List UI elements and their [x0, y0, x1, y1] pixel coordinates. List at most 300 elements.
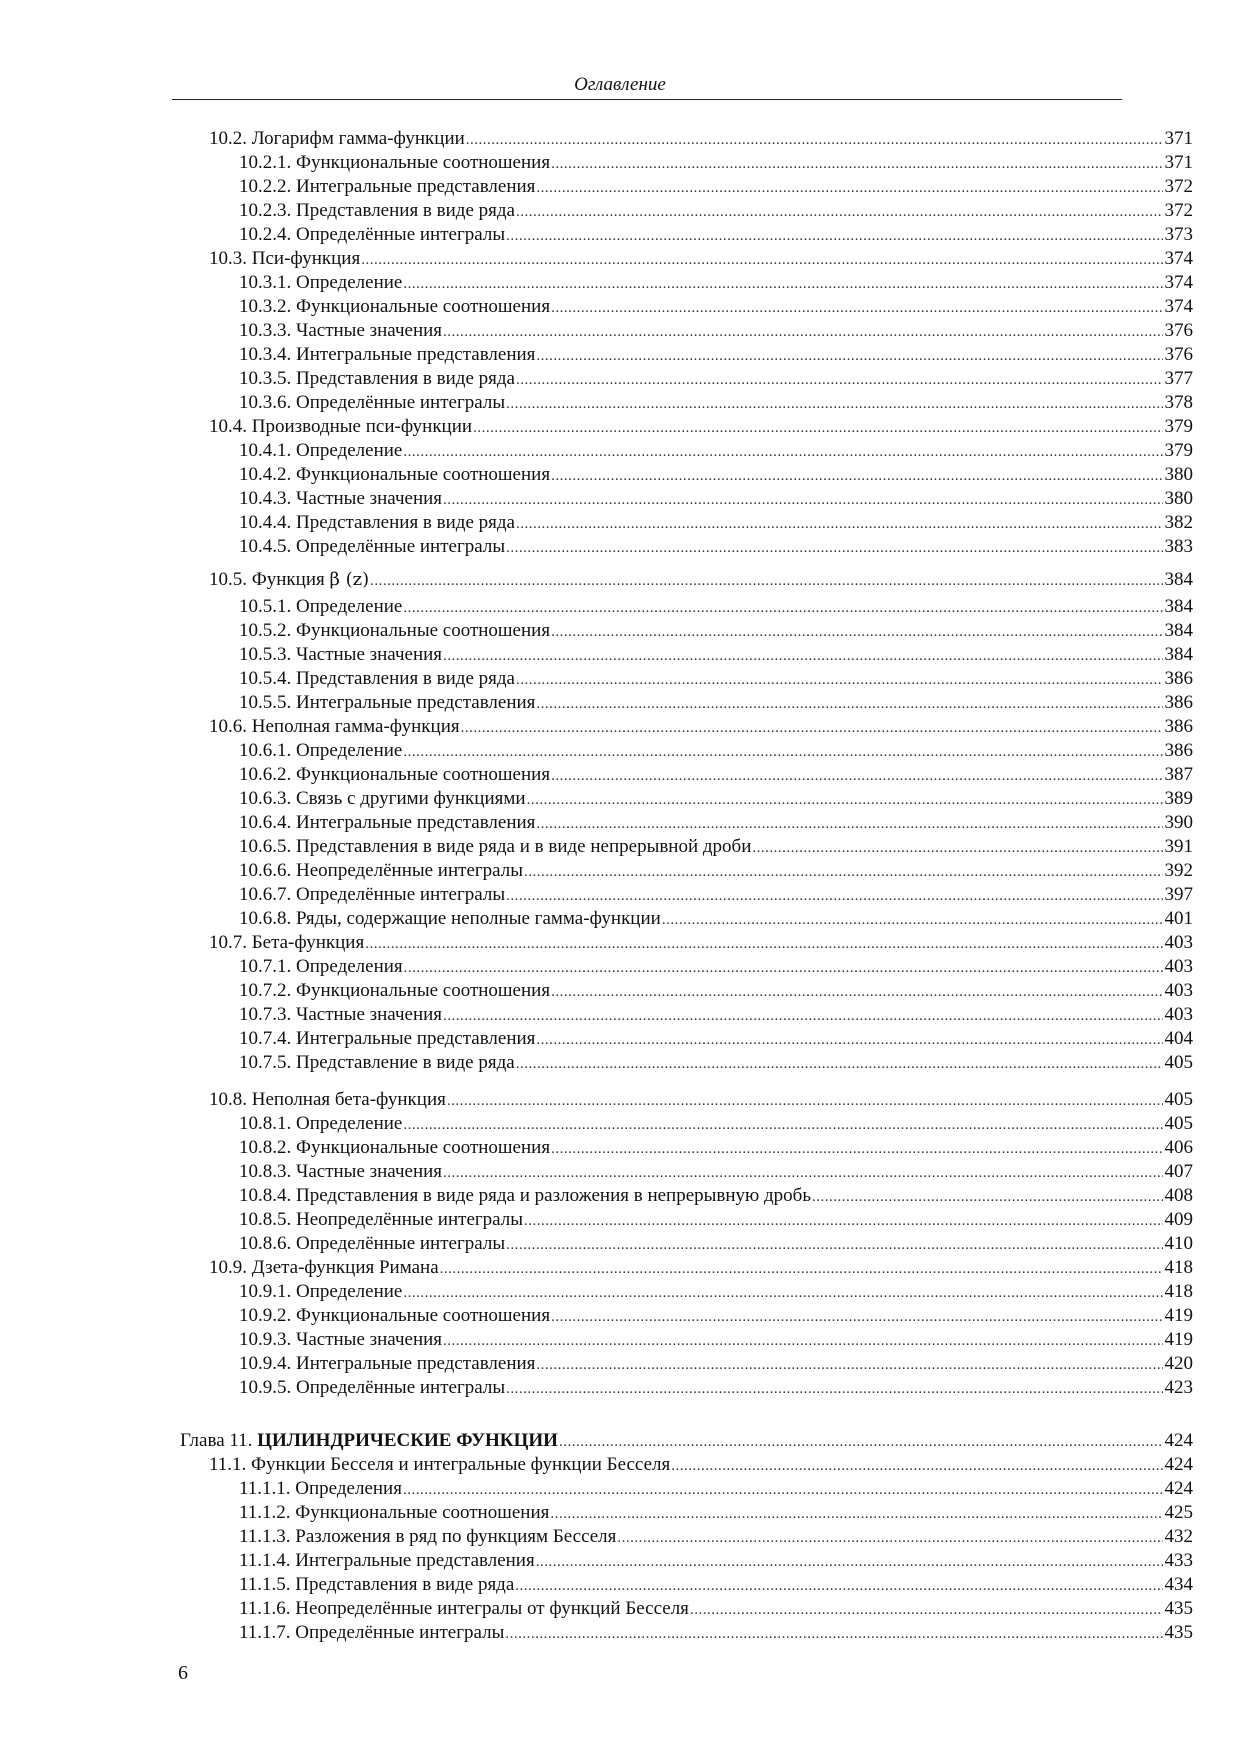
- toc-entry-title: [239, 295, 550, 319]
- dot-leader: [365, 932, 1162, 956]
- toc-page-number: 372: [1164, 176, 1193, 197]
- toc-page-number: 406: [1164, 1137, 1193, 1158]
- toc-entry-title: [239, 811, 535, 835]
- dot-leader: [516, 368, 1163, 392]
- dot-leader: [752, 836, 1162, 860]
- toc-page-number: 424: [1164, 1478, 1193, 1499]
- dot-leader: [662, 908, 1163, 932]
- toc-page-number: 424: [1164, 1454, 1193, 1475]
- toc-entry-text: 10.5.5. Интегральные представления: [239, 692, 536, 713]
- dot-leader: [404, 956, 1163, 980]
- toc-entry[interactable]: [239, 643, 1193, 667]
- toc-entry-text: 10.8.6. Определённые интегралы: [239, 1233, 506, 1254]
- toc-entry-text: 10.6.6. Неопределённые интегралы: [239, 860, 524, 881]
- running-header-title: Оглавление: [574, 74, 666, 95]
- toc-entry-title: [239, 391, 505, 415]
- toc-page-number: 376: [1164, 344, 1193, 365]
- toc-entry[interactable]: [209, 1088, 1193, 1112]
- dot-leader: [443, 1004, 1162, 1028]
- toc-entry-text: 10.6.3. Связь с другими функциями: [239, 788, 526, 809]
- toc-entry-title: [209, 127, 465, 151]
- toc-entry-text: 11.1.7. Определённые интегралы: [239, 1622, 505, 1643]
- toc-page-number: 432: [1164, 1526, 1193, 1547]
- toc-page-number: 386: [1164, 740, 1193, 761]
- toc-entry-text: 10.3.5. Представления в виде ряда: [239, 368, 515, 389]
- toc-page-number: 410: [1164, 1233, 1193, 1254]
- toc-entry-title: [239, 619, 550, 643]
- dot-leader: [516, 200, 1163, 224]
- toc-entry-text: 10.5.3. Частные значения: [239, 644, 443, 665]
- toc-entry[interactable]: [239, 1525, 1193, 1549]
- toc-entry-text: 10.6.7. Определённые интегралы: [239, 884, 506, 905]
- toc-entry[interactable]: [239, 1027, 1193, 1051]
- toc-entry-text: 10.5.2. Функциональные соотношения: [239, 620, 551, 641]
- toc-entry[interactable]: [239, 667, 1193, 691]
- toc-page-number: 373: [1164, 224, 1193, 245]
- toc-page-number: 374: [1164, 248, 1193, 269]
- dot-leader: [370, 566, 1162, 596]
- toc-entry-title: [239, 223, 505, 247]
- toc-page-number: 374: [1164, 296, 1193, 317]
- toc-entry[interactable]: [239, 619, 1193, 643]
- toc-entry-text: 10.8.2. Функциональные соотношения: [239, 1137, 551, 1158]
- toc-page-number: 384: [1164, 644, 1193, 665]
- dot-leader: [361, 248, 1162, 272]
- toc-entry-text: 10.7.4. Интегральные представления: [239, 1028, 536, 1049]
- dot-leader: [516, 1052, 1163, 1076]
- dot-leader: [536, 176, 1162, 200]
- toc-entry-title: [239, 667, 515, 691]
- toc-entry[interactable]: [239, 955, 1193, 979]
- toc-entry-text: 10.8.3. Частные значения: [239, 1161, 443, 1182]
- toc-entry[interactable]: [239, 295, 1193, 319]
- toc-entry[interactable]: [239, 199, 1193, 223]
- dot-leader: [461, 716, 1163, 740]
- dot-leader: [551, 1305, 1162, 1329]
- toc-entry[interactable]: [239, 1232, 1193, 1256]
- toc-entry-text: 10.6.5. Представления в виде ряда и в виде непрерывной дроби: [239, 836, 752, 857]
- math-expression: β (z): [329, 569, 370, 590]
- toc-entry[interactable]: [239, 175, 1193, 199]
- toc-entry-title: [239, 367, 515, 391]
- toc-entry[interactable]: [239, 979, 1193, 1003]
- dot-leader: [551, 464, 1162, 488]
- toc-page-number: 382: [1164, 512, 1193, 533]
- toc-entry-title: [239, 1160, 442, 1184]
- toc-entry-title: [239, 1003, 442, 1027]
- dot-leader: [506, 1233, 1162, 1257]
- toc-entry-title: [239, 1184, 811, 1208]
- toc-entry-text: 10.7.1. Определения: [239, 956, 403, 977]
- toc-entry-title: [239, 1477, 402, 1501]
- toc-entry[interactable]: [239, 463, 1193, 487]
- toc-entry-text: 10.3.2. Функциональные соотношения: [239, 296, 551, 317]
- toc-page-number: 403: [1164, 932, 1193, 953]
- toc-page-number: 424: [1164, 1430, 1193, 1451]
- toc-page-number: 389: [1164, 788, 1193, 809]
- dot-leader: [527, 788, 1163, 812]
- toc-entry-text: 10.3.4. Интегральные представления: [239, 344, 536, 365]
- toc-page-number: 386: [1164, 668, 1193, 689]
- dot-leader: [443, 1161, 1162, 1185]
- toc-entry[interactable]: [239, 883, 1193, 907]
- toc-entry-title: [239, 511, 515, 535]
- toc-page-number: 387: [1164, 764, 1193, 785]
- toc-page-number: 372: [1164, 200, 1193, 221]
- toc-page-number: 401: [1164, 908, 1193, 929]
- toc-entry[interactable]: [239, 1003, 1193, 1027]
- toc-entry[interactable]: [239, 1051, 1193, 1075]
- toc-entry-title: [239, 739, 402, 763]
- toc-entry-text: 11.1.2. Функциональные соотношения: [239, 1502, 550, 1523]
- toc-entry[interactable]: [180, 1429, 1193, 1453]
- dot-leader: [443, 320, 1162, 344]
- toc-entry[interactable]: [209, 247, 1193, 271]
- toc-entry-text: 11.1. Функции Бесселя и интегральные функции Бесселя: [209, 1454, 671, 1475]
- dot-leader: [812, 1185, 1162, 1209]
- toc-entry-title: [239, 1328, 442, 1352]
- toc-entry[interactable]: [239, 835, 1193, 859]
- toc-entry[interactable]: [239, 535, 1193, 559]
- toc-entry-text: 10.4.4. Представления в виде ряда: [239, 512, 515, 533]
- toc-entry-title: [209, 1453, 670, 1477]
- toc-entry[interactable]: [209, 1453, 1193, 1477]
- toc-entry-title: [239, 1112, 402, 1136]
- dot-leader: [690, 1598, 1163, 1622]
- toc-entry[interactable]: [239, 1328, 1193, 1352]
- toc-entry-title: [239, 1573, 514, 1597]
- toc-entry-text: 11.1.6. Неопределённые интегралы от функций Бесселя: [239, 1598, 689, 1619]
- toc-entry[interactable]: [239, 1136, 1193, 1160]
- dot-leader: [506, 1377, 1162, 1401]
- toc-entry-title: [180, 1429, 558, 1453]
- toc-entry[interactable]: [239, 763, 1193, 787]
- toc-entry-text: 10.3.1. Определение: [239, 272, 403, 293]
- dot-leader: [443, 488, 1162, 512]
- dot-leader: [536, 1028, 1162, 1052]
- dot-leader: [466, 128, 1163, 152]
- toc-page-number: 408: [1164, 1185, 1193, 1206]
- toc-page-number: 386: [1164, 692, 1193, 713]
- toc-entry-title: [239, 199, 515, 223]
- toc-entry-text: 10.2. Логарифм гамма-функции: [209, 128, 465, 149]
- toc-page-number: 379: [1164, 440, 1193, 461]
- dot-leader: [506, 392, 1162, 416]
- dot-leader: [536, 1353, 1162, 1377]
- toc-entry-text: 11.1.1. Определения: [239, 1478, 402, 1499]
- toc-page-number: 392: [1164, 860, 1193, 881]
- toc-entry-title: [239, 955, 403, 979]
- chapter-title: ЦИЛИНДРИЧЕСКИЕ ФУНКЦИИ: [257, 1430, 558, 1451]
- toc-page-number: 434: [1164, 1574, 1193, 1595]
- dot-leader: [551, 296, 1162, 320]
- toc-entry[interactable]: [239, 391, 1193, 415]
- dot-leader: [515, 1574, 1162, 1598]
- toc-entry[interactable]: [239, 319, 1193, 343]
- toc-entry-title: [239, 343, 535, 367]
- toc-entry[interactable]: [239, 1549, 1193, 1573]
- toc-entry-title: [209, 1256, 439, 1280]
- toc-entry-text: 10.6.1. Определение: [239, 740, 403, 761]
- toc-entry[interactable]: [239, 1184, 1193, 1208]
- toc-entry-title: [239, 271, 402, 295]
- toc-entry-title: [239, 907, 661, 931]
- toc-entry-text: 10.2.1. Функциональные соотношения: [239, 152, 551, 173]
- toc-entry-title: [239, 763, 550, 787]
- toc-entry[interactable]: [239, 1112, 1193, 1136]
- toc-entry-text: 10.3.6. Определённые интегралы: [239, 392, 506, 413]
- toc-page-number: 379: [1164, 416, 1193, 437]
- toc-entry[interactable]: [239, 151, 1193, 175]
- toc-entry-title: [209, 565, 369, 595]
- toc-entry-title: [239, 487, 442, 511]
- toc-entry[interactable]: [239, 739, 1193, 763]
- toc-entry[interactable]: [239, 811, 1193, 835]
- toc-entry-title: [239, 787, 526, 811]
- toc-page-number: 377: [1164, 368, 1193, 389]
- toc-entry[interactable]: [239, 691, 1193, 715]
- toc-entry-text: 10.2.4. Определённые интегралы: [239, 224, 506, 245]
- dot-leader: [403, 740, 1162, 764]
- toc-page-number: 384: [1164, 569, 1193, 590]
- toc-entry[interactable]: [239, 1304, 1193, 1328]
- dot-leader: [536, 1550, 1163, 1574]
- toc-page-number: 403: [1164, 1004, 1193, 1025]
- toc-entry-text: 10.6.4. Интегральные представления: [239, 812, 536, 833]
- toc-entry-text: 10.7. Бета-функция: [209, 932, 365, 953]
- toc-page-number: 380: [1164, 488, 1193, 509]
- toc-page-number: 435: [1164, 1598, 1193, 1619]
- dot-leader: [443, 1329, 1162, 1353]
- dot-leader: [403, 272, 1162, 296]
- toc-entry-text: 10.9. Дзета-функция Римана: [209, 1257, 439, 1278]
- toc-entry-text: 10.8.4. Представления в виде ряда и разложения в непрерывную дробь: [239, 1185, 812, 1206]
- toc-entry-text: 10.9.1. Определение: [239, 1281, 403, 1302]
- toc-entry-title: [239, 151, 550, 175]
- toc-page-number: 384: [1164, 596, 1193, 617]
- toc-entry[interactable]: [239, 487, 1193, 511]
- toc-page-number: 371: [1164, 152, 1193, 173]
- toc-page-number: 419: [1164, 1305, 1193, 1326]
- toc-entry-text: 10.6. Неполная гамма-функция: [209, 716, 460, 737]
- dot-leader: [551, 980, 1162, 1004]
- toc-page-number: 374: [1164, 272, 1193, 293]
- dot-leader: [551, 152, 1162, 176]
- toc-page-number: 409: [1164, 1209, 1193, 1230]
- toc-entry-text: 10.9.4. Интегральные представления: [239, 1353, 536, 1374]
- toc-entry[interactable]: [239, 223, 1193, 247]
- dot-leader: [516, 512, 1163, 536]
- toc-entry[interactable]: [239, 1208, 1193, 1232]
- toc-entry[interactable]: [209, 931, 1193, 955]
- toc-entry-text: 10.8.1. Определение: [239, 1113, 403, 1134]
- toc-entry-title: [239, 1376, 505, 1400]
- toc-entry[interactable]: [239, 1477, 1193, 1501]
- toc-entry-text: 11.1.5. Представления в виде ряда: [239, 1574, 515, 1595]
- dot-leader: [403, 1281, 1162, 1305]
- toc-entry-text: Глава 11.: [180, 1430, 253, 1451]
- toc-entry-title: [239, 1597, 689, 1621]
- toc-entry[interactable]: [239, 367, 1193, 391]
- toc-entry-text: 10.5.1. Определение: [239, 596, 403, 617]
- toc-page-number: 391: [1164, 836, 1193, 857]
- toc-entry-text: 10.4.3. Частные значения: [239, 488, 443, 509]
- toc-entry-title: [209, 247, 360, 271]
- dot-leader: [536, 692, 1162, 716]
- toc-entry-title: [239, 1304, 550, 1328]
- toc-entry-title: [239, 1027, 535, 1051]
- toc-page-number: 397: [1164, 884, 1193, 905]
- toc-entry-text: 10.4.1. Определение: [239, 440, 403, 461]
- toc-entry-text: 10.7.2. Функциональные соотношения: [239, 980, 551, 1001]
- toc-page-number: 418: [1164, 1257, 1193, 1278]
- toc-entry-title: [239, 1621, 504, 1645]
- toc-entry-title: [209, 931, 364, 955]
- toc-entry[interactable]: [209, 127, 1193, 151]
- dot-leader: [559, 1430, 1163, 1454]
- toc-entry-title: [239, 643, 442, 667]
- toc-page-number: 405: [1164, 1052, 1193, 1073]
- toc-entry[interactable]: [209, 565, 1193, 595]
- toc-entry[interactable]: [239, 511, 1193, 535]
- toc-entry-text: 10.5.4. Представления в виде ряда: [239, 668, 515, 689]
- toc-page-number: 407: [1164, 1161, 1193, 1182]
- dot-leader: [551, 620, 1162, 644]
- toc-entry[interactable]: [239, 859, 1193, 883]
- toc-page-number: 418: [1164, 1281, 1193, 1302]
- toc-entry-text: 10.3. Пси-функция: [209, 248, 361, 269]
- dot-leader: [516, 668, 1163, 692]
- toc-entry-title: [239, 1208, 523, 1232]
- toc-entry[interactable]: [239, 1501, 1193, 1525]
- dot-leader: [506, 224, 1162, 248]
- toc-entry[interactable]: [209, 415, 1193, 439]
- dot-leader: [524, 860, 1162, 884]
- toc-page-number: 419: [1164, 1329, 1193, 1350]
- toc-entry-text: 10.3.3. Частные значения: [239, 320, 443, 341]
- dot-leader: [506, 536, 1162, 560]
- toc-entry-text: 10.2.2. Интегральные представления: [239, 176, 536, 197]
- toc-entry-text: 10.5. Функция: [209, 569, 325, 590]
- toc-entry[interactable]: [239, 1621, 1193, 1645]
- toc-entry-title: [239, 463, 550, 487]
- toc-page-number: 433: [1164, 1550, 1193, 1571]
- toc-page-number: 423: [1164, 1377, 1193, 1398]
- dot-leader: [671, 1454, 1162, 1478]
- toc-entry-text: 10.2.3. Представления в виде ряда: [239, 200, 515, 221]
- toc-page-number: 390: [1164, 812, 1193, 833]
- toc-entry-title: [239, 1051, 515, 1075]
- toc-entry-title: [239, 1501, 549, 1525]
- toc-page-number: 403: [1164, 980, 1193, 1001]
- toc-entry-text: 10.6.2. Функциональные соотношения: [239, 764, 551, 785]
- toc-entry-title: [239, 1525, 616, 1549]
- dot-leader: [506, 884, 1162, 908]
- toc-entry-title: [209, 1088, 446, 1112]
- dot-leader: [524, 1209, 1162, 1233]
- toc-page-number: 405: [1164, 1089, 1193, 1110]
- toc-entry[interactable]: [239, 1376, 1193, 1400]
- toc-entry-text: 11.1.3. Разложения в ряд по функциям Бесселя: [239, 1526, 617, 1547]
- dot-leader: [536, 812, 1162, 836]
- toc-entry[interactable]: [209, 715, 1193, 739]
- toc-entry-title: [239, 979, 550, 1003]
- toc-entry-title: [239, 595, 402, 619]
- dot-leader: [551, 764, 1162, 788]
- dot-leader: [403, 596, 1162, 620]
- toc-page-number: 435: [1164, 1622, 1193, 1643]
- dot-leader: [505, 1622, 1162, 1646]
- toc-entry-title: [239, 1232, 505, 1256]
- dot-leader: [551, 1137, 1162, 1161]
- dot-leader: [473, 416, 1162, 440]
- toc-entry-title: [239, 883, 505, 907]
- toc-entry-text: 10.4.2. Функциональные соотношения: [239, 464, 551, 485]
- toc-entry[interactable]: [239, 271, 1193, 295]
- toc-entry[interactable]: [239, 1597, 1193, 1621]
- header-rule: [172, 99, 1122, 100]
- toc-entry[interactable]: [239, 1160, 1193, 1184]
- toc-entry-text: 10.4. Производные пси-функции: [209, 416, 473, 437]
- toc-page-number: 384: [1164, 620, 1193, 641]
- dot-leader: [403, 1478, 1163, 1502]
- toc-entry-title: [239, 175, 535, 199]
- page-number: 6: [178, 1662, 188, 1684]
- toc-page-number: 380: [1164, 464, 1193, 485]
- toc-entry-text: 11.1.4. Интегральные представления: [239, 1550, 535, 1571]
- toc-entry[interactable]: [239, 787, 1193, 811]
- toc-page-number: 376: [1164, 320, 1193, 341]
- toc-page-number: 404: [1164, 1028, 1193, 1049]
- dot-leader: [443, 644, 1162, 668]
- toc-entry-title: [239, 1352, 535, 1376]
- toc-entry-title: [239, 835, 751, 859]
- toc-entry-title: [239, 691, 535, 715]
- toc-entry-text: 10.9.5. Определённые интегралы: [239, 1377, 506, 1398]
- toc-entry[interactable]: [239, 595, 1193, 619]
- toc-page-number: 403: [1164, 956, 1193, 977]
- dot-leader: [550, 1502, 1162, 1526]
- toc-entry[interactable]: [239, 1352, 1193, 1376]
- toc-entry-text: 10.9.3. Частные значения: [239, 1329, 443, 1350]
- toc-entry-text: 10.6.8. Ряды, содержащие неполные гамма-функции: [239, 908, 661, 929]
- toc-entry-text: 10.8. Неполная бета-функция: [209, 1089, 446, 1110]
- toc-entry[interactable]: [239, 343, 1193, 367]
- toc-entry[interactable]: [239, 1573, 1193, 1597]
- toc-page-number: 371: [1164, 128, 1193, 149]
- toc-page-number: 420: [1164, 1353, 1193, 1374]
- toc-entry-title: [209, 415, 472, 439]
- dot-leader: [617, 1526, 1162, 1550]
- toc-page-number: 425: [1164, 1502, 1193, 1523]
- toc-entry-title: [209, 715, 460, 739]
- toc-page-number: 378: [1164, 392, 1193, 413]
- toc-entry-text: 10.7.5. Представление в виде ряда: [239, 1052, 515, 1073]
- toc-entry[interactable]: [239, 907, 1193, 931]
- toc-entry-title: [239, 1280, 402, 1304]
- toc-entry-text: 10.4.5. Определённые интегралы: [239, 536, 506, 557]
- toc-entry[interactable]: [239, 439, 1193, 463]
- toc-entry-title: [239, 439, 402, 463]
- toc-entry-title: [239, 535, 505, 559]
- toc-entry-text: 10.7.3. Частные значения: [239, 1004, 443, 1025]
- toc-entry[interactable]: [209, 1256, 1193, 1280]
- toc-entry[interactable]: [239, 1280, 1193, 1304]
- toc-entry-title: [239, 319, 442, 343]
- toc-entry-title: [239, 1549, 535, 1573]
- toc-entry-text: 10.9.2. Функциональные соотношения: [239, 1305, 551, 1326]
- toc-page-number: 383: [1164, 536, 1193, 557]
